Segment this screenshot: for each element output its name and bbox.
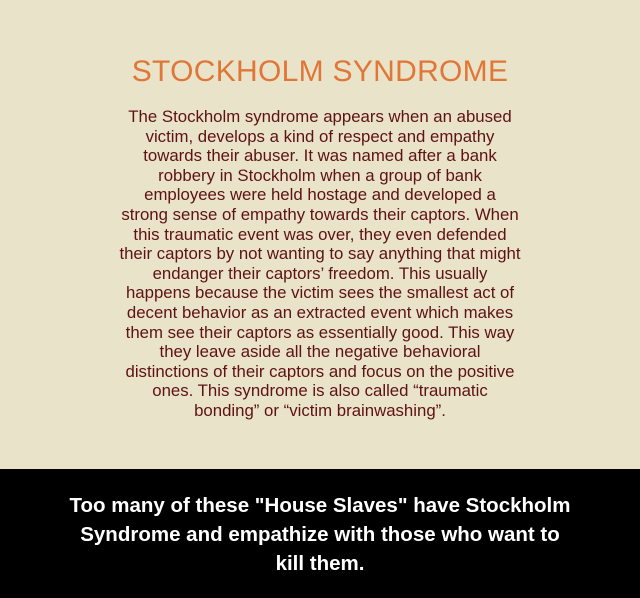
body-line: robbery in Stockholm when a group of bank	[158, 165, 482, 185]
body-line: happens because the victim sees the smallest act of	[125, 283, 515, 303]
meme-title: STOCKHOLM SYNDROME	[131, 55, 509, 88]
meme-body-text	[95, 107, 545, 421]
body-line: decent behavior as an extracted event which makes	[126, 302, 514, 322]
body-line: employees were held hostage and developed a	[144, 185, 496, 205]
body-line: their captors by not wanting to say anything that might	[119, 244, 521, 264]
body-line: them see their captors as essentially good. This way	[125, 322, 515, 342]
body-line: endanger their captors’ freedom. This usually	[152, 263, 488, 283]
body-line: this traumatic event was over, they even defended	[133, 224, 507, 244]
body-line: The Stockholm syndrome appears when an abused	[128, 107, 512, 126]
caption-area	[0, 469, 640, 598]
caption-text	[0, 491, 640, 578]
caption-line: Syndrome and empathize with those who want to	[80, 523, 560, 546]
body-line: strong sense of empathy towards their captors. When	[121, 204, 519, 224]
body-line: towards their abuser. It was named after a bank	[143, 146, 497, 166]
caption-line: Too many of these "House Slaves" have Stockholm	[69, 494, 571, 517]
body-line: ones. This syndrome is also called “traumatic	[152, 381, 488, 401]
body-line: bonding” or “victim brainwashing”.	[194, 400, 446, 420]
body-line: distinctions of their captors and focus on the positive	[125, 361, 515, 381]
body-line: victim, develops a kind of respect and empathy	[145, 126, 495, 146]
caption-line: kill them.	[275, 552, 365, 575]
body-line: they leave aside all the negative behavioral	[159, 342, 481, 362]
